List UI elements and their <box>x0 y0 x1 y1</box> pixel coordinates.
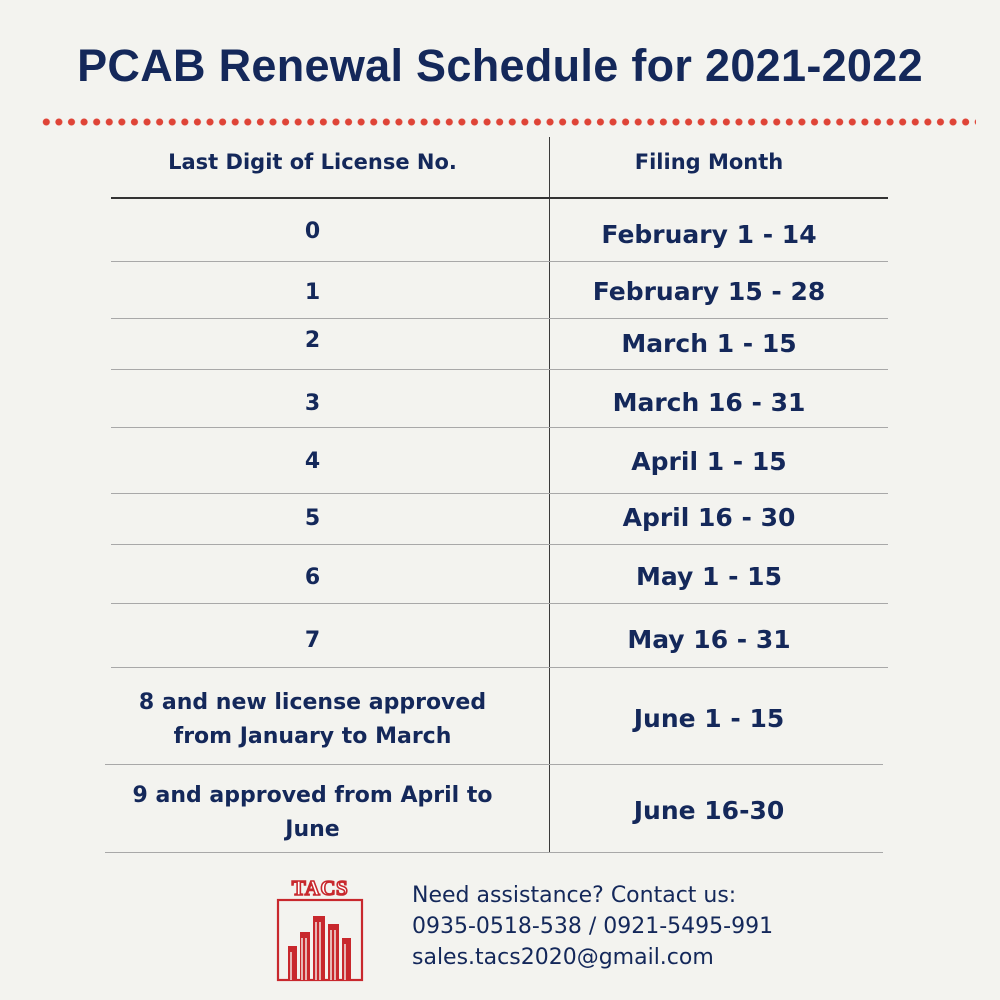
contact-block <box>412 880 773 973</box>
row-1-month: February 15 - 28 <box>592 276 826 306</box>
header-rule <box>111 197 888 199</box>
row-9-digit-line1: 9 and approved from April to <box>132 783 493 808</box>
row-3-digit: 3 <box>304 391 321 416</box>
row-rule <box>111 427 888 428</box>
row-6-month: May 1 - 15 <box>636 561 782 591</box>
row-8-digit <box>105 676 520 764</box>
row-rule <box>111 603 888 604</box>
logo-text: TACS <box>291 876 349 900</box>
page-title: PCAB Renewal Schedule for 2021-2022 <box>77 40 923 91</box>
row-7-month: May 16 - 31 <box>627 624 791 654</box>
row-rule <box>105 764 883 765</box>
contact-phones: 0935-0518-538 / 0921-5495-991 <box>412 914 774 939</box>
row-rule <box>111 667 888 668</box>
row-8-digit-line2: from January to March <box>173 724 452 749</box>
row-rule <box>111 544 888 545</box>
header-last-digit: Last Digit of License No. <box>168 150 457 174</box>
row-7-digit: 7 <box>304 628 321 653</box>
row-0-digit: 0 <box>304 219 321 244</box>
row-rule <box>111 261 888 262</box>
row-8-month: June 1 - 15 <box>633 703 785 733</box>
row-9-month: June 16-30 <box>633 795 785 825</box>
row-4-month: April 1 - 15 <box>631 446 787 476</box>
row-2-month: March 1 - 15 <box>621 328 797 358</box>
row-2-digit: 2 <box>304 328 321 353</box>
row-4-digit: 4 <box>304 449 321 474</box>
row-8-digit-line1: 8 and new license approved <box>138 690 487 715</box>
contact-heading: Need assistance? Contact us: <box>412 883 737 908</box>
row-3-month: March 16 - 31 <box>612 387 806 417</box>
row-0-month: February 1 - 14 <box>601 219 817 249</box>
row-6-digit: 6 <box>304 565 321 590</box>
row-9-digit <box>105 770 520 856</box>
row-5-digit: 5 <box>304 506 321 531</box>
row-rule <box>105 852 883 853</box>
tacs-logo <box>276 876 364 982</box>
row-5-month: April 16 - 30 <box>622 502 796 532</box>
dotted-divider <box>40 117 976 127</box>
row-rule <box>111 369 888 370</box>
row-9-digit-line2: June <box>285 817 340 842</box>
row-1-digit: 1 <box>304 280 321 305</box>
contact-email: sales.tacs2020@gmail.com <box>412 945 714 970</box>
header-filing-month: Filing Month <box>634 150 784 174</box>
